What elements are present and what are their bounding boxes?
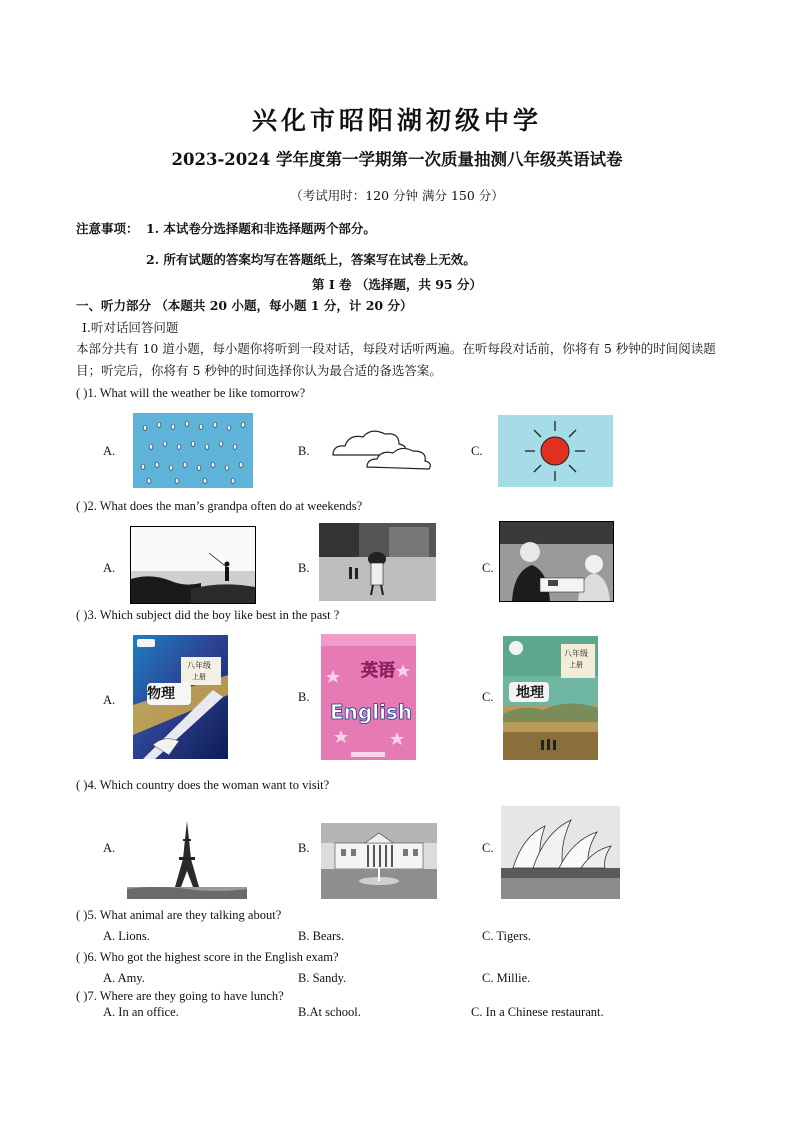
section-title: 一、听力部分 （本题共 20 小题，每小题 1 分，计 20 分） bbox=[76, 298, 413, 313]
sun-image bbox=[498, 415, 613, 487]
question-1-option-a[interactable]: A. bbox=[103, 444, 116, 458]
eiffel-tower-image bbox=[127, 819, 247, 899]
sydney-opera-house-image bbox=[501, 806, 620, 899]
section-instruction: 本部分共有 10 道小题，每小题你将听到一段对话，每段对话听两遍。在听每段对话前，你将有 5 秒钟的时间阅读题目；听完后，你将有 5 秒钟的时间选择你认为最合适的备选答案。 bbox=[76, 341, 716, 378]
question-3-stem: ( )3. Which subject did the boy like best in the past ? bbox=[76, 608, 340, 622]
question-2-option-a[interactable]: A. bbox=[103, 561, 116, 575]
question-4-stem: ( )4. Which country does the woman want to visit? bbox=[76, 778, 330, 792]
question-3-option-b[interactable]: B. bbox=[298, 690, 310, 704]
notes-item-1: 1. 本试卷分选择题和非选择题两个部分。 bbox=[146, 221, 376, 236]
question-7-option-b[interactable]: B.At school. bbox=[298, 1005, 361, 1019]
fishing-image bbox=[130, 526, 256, 604]
physics-book-title: 物理 bbox=[147, 686, 175, 702]
question-5-stem: ( )5. What animal are they talking about? bbox=[76, 908, 282, 922]
question-4-option-c[interactable]: C. bbox=[482, 841, 494, 855]
cloud-image bbox=[327, 425, 437, 475]
question-7-option-c[interactable]: C. In a Chinese restaurant. bbox=[471, 1005, 604, 1019]
question-6-stem: ( )6. Who got the highest score in the English exam? bbox=[76, 950, 339, 964]
question-5-option-c[interactable]: C. Tigers. bbox=[482, 929, 531, 943]
question-2-option-b[interactable]: B. bbox=[298, 561, 310, 575]
volume-title: 第 I 卷 （选择题，共 95 分） bbox=[311, 277, 482, 292]
notes-label: 注意事项： bbox=[76, 221, 139, 236]
question-3-option-c[interactable]: C. bbox=[482, 690, 494, 704]
english-book-title-en: English bbox=[330, 700, 413, 724]
question-5-option-a[interactable]: A. Lions. bbox=[103, 929, 150, 943]
exam-time-info: （考试用时：120 分钟 满分 150 分） bbox=[290, 188, 504, 203]
english-book-title-cn: 英语 bbox=[361, 661, 395, 681]
golf-image bbox=[319, 523, 436, 601]
section-subtitle: I.听对话回答问题 bbox=[82, 320, 179, 335]
question-1-stem: ( )1. What will the weather be like tomorrow? bbox=[76, 386, 306, 400]
question-6-option-a[interactable]: A. Amy. bbox=[103, 971, 145, 985]
question-4-option-a[interactable]: A. bbox=[103, 841, 116, 855]
white-house-image bbox=[321, 823, 437, 899]
exam-title: 2023-2024 学年度第一学期第一次质量抽测八年级英语试卷 bbox=[171, 150, 623, 169]
geography-book-title: 地理 bbox=[516, 685, 544, 701]
question-6-option-c[interactable]: C. Millie. bbox=[482, 971, 531, 985]
question-2-stem: ( )2. What does the man’s grandpa often do at weekends? bbox=[76, 499, 363, 513]
school-name: 兴化市昭阳湖初级中学 bbox=[251, 106, 542, 135]
rain-image bbox=[133, 413, 253, 488]
english-textbook-image bbox=[321, 634, 416, 760]
question-1-option-b[interactable]: B. bbox=[298, 444, 310, 458]
physics-book-term: 上册 bbox=[192, 673, 206, 681]
question-7-stem: ( )7. Where are they going to have lunch? bbox=[76, 989, 284, 1003]
physics-book-grade: 八年级 bbox=[187, 661, 211, 670]
notes-item-2: 2. 所有试题的答案均写在答题纸上，答案写在试卷上无效。 bbox=[146, 252, 476, 267]
geography-book-grade: 八年级 bbox=[564, 649, 588, 658]
question-6-option-b[interactable]: B. Sandy. bbox=[298, 971, 347, 985]
question-2-option-c[interactable]: C. bbox=[482, 561, 494, 575]
question-4-option-b[interactable]: B. bbox=[298, 841, 310, 855]
chess-image bbox=[499, 521, 614, 602]
question-3-option-a[interactable]: A. bbox=[103, 693, 116, 707]
question-1-option-c[interactable]: C. bbox=[471, 444, 483, 458]
geography-book-term: 上册 bbox=[569, 661, 583, 669]
question-5-option-b[interactable]: B. Bears. bbox=[298, 929, 345, 943]
question-7-option-a[interactable]: A. In an office. bbox=[103, 1005, 179, 1019]
